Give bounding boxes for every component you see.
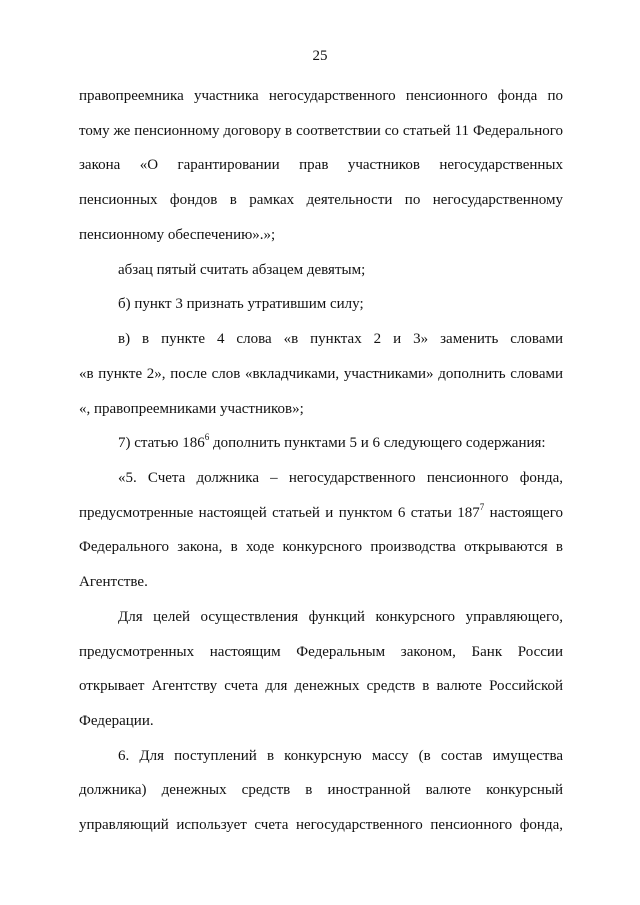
text-line: 6. Для поступлений в конкурсную массу (в состав имущества <box>118 748 563 764</box>
superscript: 7 <box>479 502 485 512</box>
text-line: пенсионному обеспечению».»; <box>79 227 276 243</box>
text-segment: предусмотренные настоящей статьей и пунктом 6 статьи 187 <box>79 505 480 521</box>
text-line: Агентстве. <box>79 574 148 590</box>
text-line: Федерального закона, в ходе конкурсного производства открываются в <box>79 539 563 555</box>
text-line: закона «О гарантировании прав участников негосударственных <box>79 157 563 173</box>
text-segment: 7) статью 186 <box>118 435 205 451</box>
text-line: абзац пятый считать абзацем девятым; <box>118 262 366 278</box>
text-line: «в пункте 2», после слов «вкладчиками, участниками» дополнить словами <box>79 366 563 382</box>
text-line: открывает Агентству счета для денежных средств в валюте Российской <box>79 678 563 694</box>
page-number: 25 <box>312 48 328 64</box>
text-segment: дополнить пунктами 5 и 6 следующего содержания: <box>209 435 546 451</box>
superscript: 6 <box>204 432 210 442</box>
text-line: тому же пенсионному договору в соответствии со статьей 11 Федерального <box>79 123 563 139</box>
text-line: управляющий использует счета негосударственного пенсионного фонда, <box>79 817 563 833</box>
text-line <box>79 504 563 522</box>
text-line: должника) денежных средств в иностранной валюте конкурсный <box>79 782 563 798</box>
text-segment: настоящего <box>484 505 563 521</box>
text-line: правопреемника участника негосударственного пенсионного фонда по <box>79 88 563 104</box>
text-line <box>118 434 563 452</box>
text-line: б) пункт 3 признать утратившим силу; <box>118 296 364 312</box>
text-line: в) в пункте 4 слова «в пунктах 2 и 3» заменить словами <box>118 331 563 347</box>
text-line: пенсионных фондов в рамках деятельности по негосударственному <box>79 192 563 208</box>
text-line: «, правопреемниками участников»; <box>79 401 304 417</box>
text-line: предусмотренных настоящим Федеральным законом, Банк России <box>79 644 563 660</box>
text-line: Федерации. <box>79 713 154 729</box>
text-line: Для целей осуществления функций конкурсного управляющего, <box>118 609 563 625</box>
text-line: «5. Счета должника – негосударственного пенсионного фонда, <box>118 470 563 486</box>
